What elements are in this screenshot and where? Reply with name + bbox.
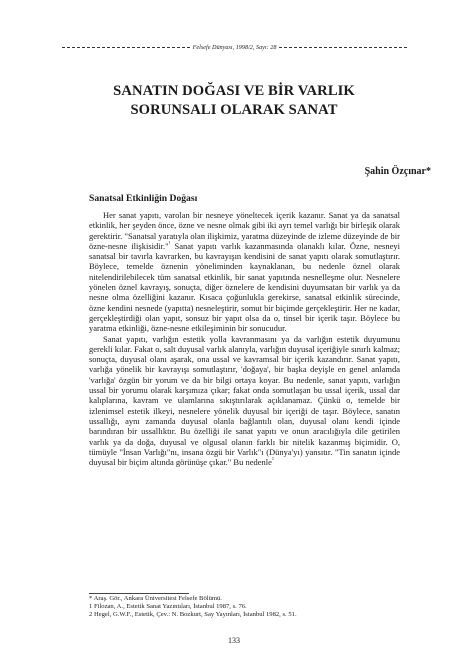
footnotes [89, 595, 400, 619]
body-text [89, 210, 400, 467]
footnote-3: 2 Hegel, G.W.F., Estetik, Çev.: N. Bozkurt, Say Yayınları, İstanbul 1982, s. 51. [89, 611, 297, 618]
section-heading: Sanatsal Etkinliğin Doğası [89, 193, 198, 204]
paragraph-1-cont: Sanat yapıtı varlık kazanmasında olanaklı kılar. Özne, nesneyi sanatsal bir tavırla kavrarken, bu kavrayışın kendisini de sanat yapıtı olarak somutlaştırır. Böylece, temelde öznenin yöneliminden kaynaklanan, bu nedenle öznel olarak nitelendirilebilecek tüm sanatsal etkinlik, bir sanat yapıtında nesnelleşme olur. Nesnelere yönelen öznel kavrayış, sonuçta, diğer öznelere de kendisini duyumsatan bir varlık ya da nesne olma özelliğini kazanır. Kısaca çoğunlukla gerekirse, sanatsal etkinlik sürecinde, özne kendini nesnede (yapıtta) nesneleştirir, somut bir biçimde gerçekleştirir. Her ne kadar, gerçekleştirdiği olan yapıt, sonsuz bir yapıt olsa da o, tinsel bir içerik taşır. Böylece bu yaratma etkinliği, özne-nesne etkileşiminin bir sonucudur. [89, 240, 400, 334]
paragraph-2 [89, 334, 400, 468]
title-line-1: SANATIN DOĞASI VE BİR VARLIK [113, 83, 355, 99]
footnote-1: * Araş. Gör., Ankara Üniversitesi Felsefe Bölümü. [89, 595, 222, 602]
footnote-ref-1: ¹ [168, 241, 171, 248]
author-name: Şahin Özçınar* [364, 166, 431, 177]
article-title [0, 82, 468, 120]
journal-header: Felsefe Dünyası, 1998/2, Sayı: 28 [192, 44, 277, 51]
paragraph-2-text: Sanat yapıtı, varlığın estetik yolla kavranmasını ya da varlığın estetik duyumunu gerekli kılar. Fakat o, salt duyusal varlık alanıyla, varlığın duyusal içeriğiyle sınırlı kalmaz; sonuçta, duyusal olanı aşarak, ona ussal ve kavramsal bir içerik kazandırır. Sanat yapıtı, varlığa yönelik bir kavrayışı somutlaştırır, 'doğaya', bir başka deyişle en genel anlamda 'varlığa' özgün bir yorum ve da bir bilgi ortaya koyar. Bu nedenle, sanat yapıtı, varlığın ussal bir yorumu olarak karşımıza çıkar; fakat onda somutlaşan bu ussal içerik, ussal dar kalıplarına, kavram ve ulamlarına sıkıştırılarak açıklanamaz. Çünkü o, temelde bir izlenimsel estetik ilkeyi, nesnelere yönelik duyusal bir içeriği de taşır. Böylece, sanatın ussallığı, aynı zamanda duyusal olanla bağlantılı olan, duyusal olanı kendi içinde barındıran bir ussallıktır. Bu özelliği ile sanat yapıtı ve onun aracılığıyla dile getirilen varlık ya da doğa, duyusal ve olgusal olanın farklı bir nitelik kazanmış biçimidir. O, tümüyle "İnsan Varlığı"nı, insana özgü bir Varlık"ı (Dünya'yı) yansıtır. "Tin sanatın içinde duyusal bir biçim altında görünüşe çıkar." Bu nedenle [89, 333, 400, 468]
title-line-2: SORUNSALI OLARAK SANAT [130, 102, 338, 118]
running-header [62, 45, 407, 50]
header-rule-right [279, 47, 407, 48]
paragraph-1-text: Her sanat yapıtı, varolan bir nesneye yöneltecek içerik kazanır. Sanat ya da sanatsal etkinlik, her şeyden önce, özne ve nesne olmak gibi iki ayrı temel varlığı bir birleşik olarak gerektirir. "Sanatsal yaratıyla olan ilişkimiz, yaratma düzeyinde de izleme düzeyinde de bir özne-nesne ilişkisidir." [89, 210, 400, 251]
page-number: 133 [228, 636, 240, 645]
paragraph-1 [89, 210, 400, 334]
footnote-rule [89, 593, 189, 594]
header-rule-left [62, 47, 190, 48]
footnote-2: 1 Filozan, A., Estetik Sanat Yazıntıları, İstanbul 1987, s. 76. [89, 603, 247, 610]
footnote-ref-2: ² [271, 457, 274, 464]
